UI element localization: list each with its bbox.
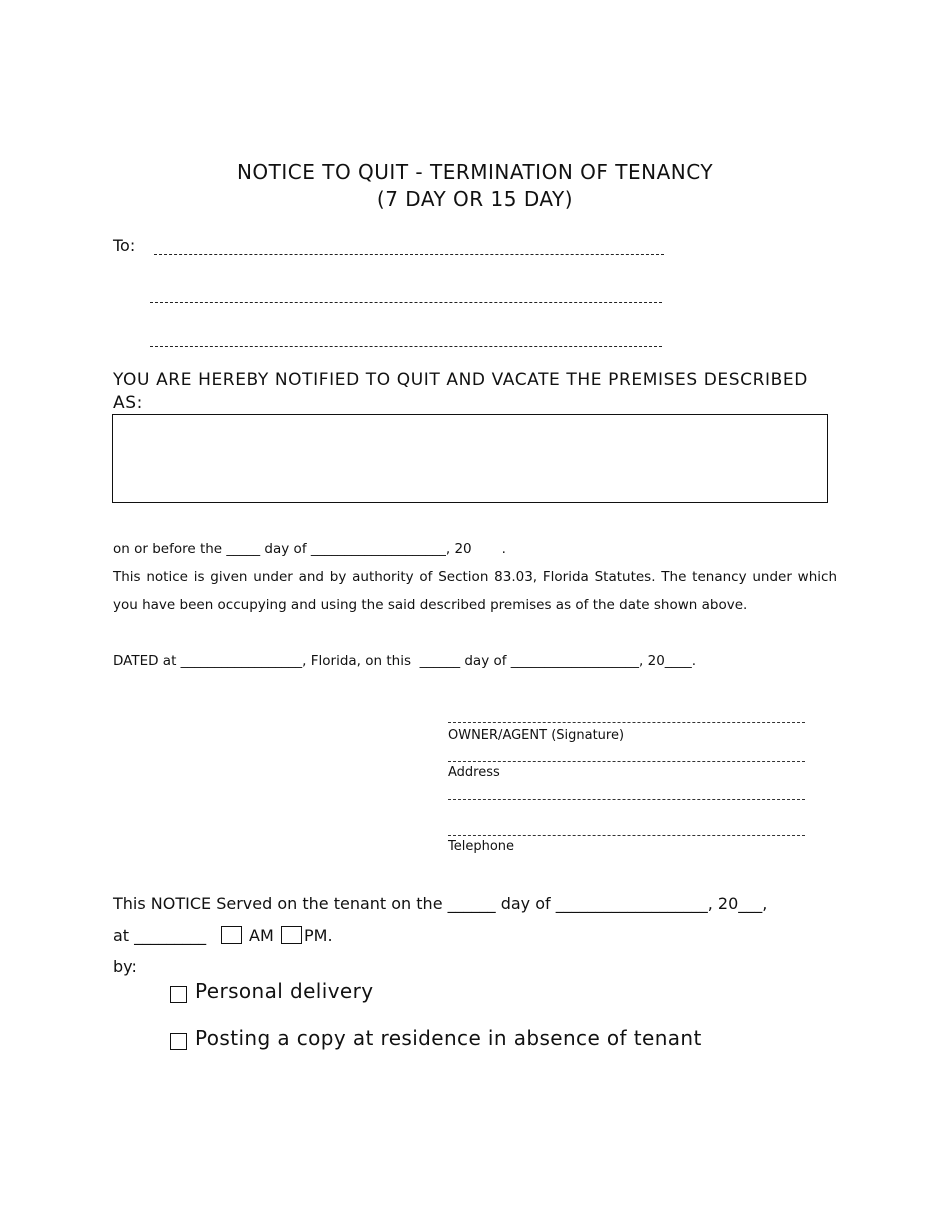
recipient-line-3[interactable] [150, 346, 662, 347]
document-subtitle: (7 DAY OR 15 DAY) [376, 187, 574, 211]
owner-signature-label: OWNER/AGENT (Signature) [448, 728, 625, 743]
posting-copy-label: Posting a copy at residence in absence of tenant [195, 1026, 702, 1050]
posting-copy-checkbox[interactable] [170, 1033, 187, 1050]
am-checkbox[interactable] [221, 926, 242, 944]
to-label: To: [113, 236, 136, 255]
address-label: Address [448, 765, 500, 780]
telephone-label: Telephone [448, 839, 515, 854]
notified-heading: YOU ARE HEREBY NOTIFIED TO QUIT AND VACATE THE PREMISES DESCRIBED AS: [113, 370, 808, 413]
served-line: This NOTICE Served on the tenant on the ______ day of ___________________, 20___, [113, 894, 768, 913]
recipient-line-1[interactable] [154, 254, 664, 255]
by-label: by: [113, 957, 137, 976]
address-line-2[interactable] [448, 799, 805, 800]
recipient-line-2[interactable] [150, 302, 662, 303]
dated-line: DATED at __________________, Florida, on this ______ day of ___________________, 20____. [113, 653, 697, 669]
owner-signature-line[interactable] [448, 722, 805, 723]
pm-label: PM. [304, 926, 333, 945]
am-label: AM [249, 926, 274, 945]
premises-description-box[interactable] [112, 414, 828, 503]
deadline-line: on or before the _____ day of ____________________, 20 . [113, 541, 506, 557]
personal-delivery-checkbox[interactable] [170, 986, 187, 1003]
pm-checkbox[interactable] [281, 926, 302, 944]
personal-delivery-label: Personal delivery [195, 979, 374, 1003]
telephone-line[interactable] [448, 835, 805, 836]
authority-paragraph: This notice is given under and by authority of Section 83.03, Florida Statutes. The tenancy under which you have been occupying and using the said described premises as of the date shown above. [113, 569, 837, 613]
served-time-prefix: at _________ [113, 926, 207, 945]
address-line[interactable] [448, 761, 805, 762]
document-title: NOTICE TO QUIT - TERMINATION OF TENANCY [236, 160, 714, 184]
